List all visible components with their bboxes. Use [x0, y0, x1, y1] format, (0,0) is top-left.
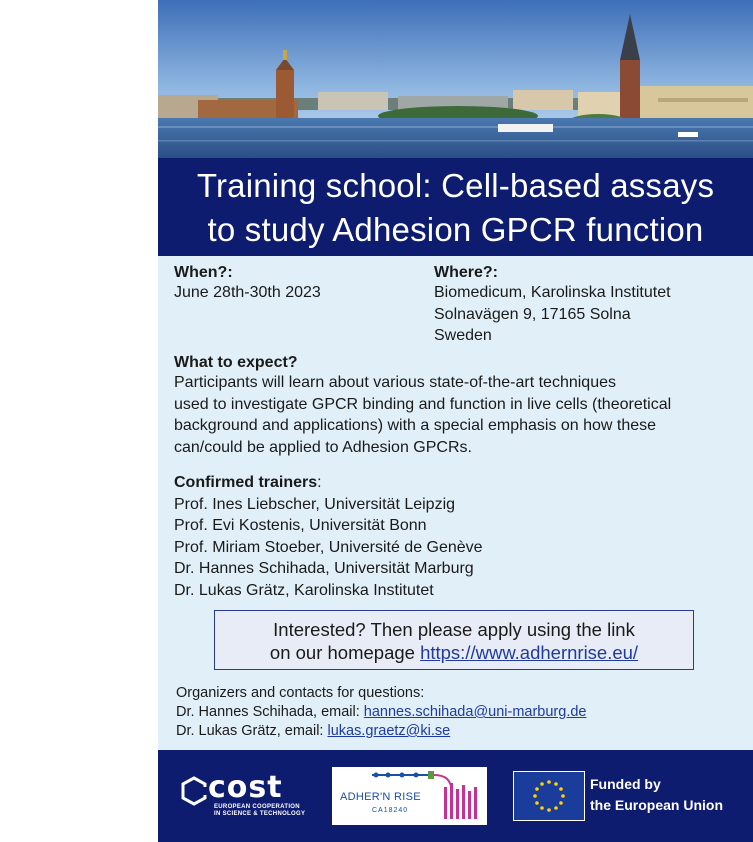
cost-subtitle [214, 804, 305, 818]
cost-sub-line-2: IN SCIENCE & TECHNOLOGY [214, 811, 306, 817]
trainer-item: Dr. Lukas Grätz, Karolinska Institutet [174, 581, 434, 599]
expect-line: background and applications) with a special emphasis on how these [174, 417, 657, 434]
where-line-3: Sweden [434, 327, 492, 344]
adhernrise-code: CA18240 [372, 807, 409, 814]
homepage-link[interactable]: https://www.adhernrise.eu/ [420, 642, 639, 663]
contact-1-email-link[interactable]: hannes.schihada@uni-marburg.de [363, 704, 587, 720]
eu-flag-icon [513, 771, 585, 821]
where-line-1: Biomedicum, Karolinska Institutet [434, 284, 671, 301]
trainer-item: Prof. Ines Liebscher, Universität Leipzig [174, 495, 456, 513]
stockholm-skyline-photo [158, 0, 753, 158]
cost-logo [180, 772, 310, 822]
apply-callout-box [214, 610, 694, 670]
cost-wordmark: cost [208, 770, 283, 805]
expect-label: What to expect? [174, 354, 298, 371]
eu-funding-text [590, 774, 723, 816]
trainer-item: Prof. Miriam Stoeber, Université de Genève [174, 538, 483, 556]
trainer-list [174, 494, 734, 602]
adhernrise-logo [332, 767, 487, 825]
contact-row-2 [176, 722, 736, 741]
expect-section [174, 354, 748, 458]
expect-line: can/could be applied to Adhesion GPCRs. [174, 438, 472, 456]
contact-2-email-link[interactable]: lukas.graetz@ki.se [327, 723, 451, 739]
contact-row-1 [176, 703, 736, 722]
cta-line-2 [215, 641, 693, 664]
cta-prefix: on our homepage [269, 642, 421, 663]
cta-line-1: Interested? Then please apply using the link [273, 619, 635, 640]
title-banner [158, 158, 753, 256]
cost-sub-line-1: EUROPEAN COOPERATION [214, 804, 300, 810]
trainers-colon: : [317, 474, 322, 491]
contact-1-name: Dr. Hannes Schihada, email: [176, 704, 364, 720]
title-line-1: Training school: Cell-based assays [196, 167, 715, 204]
eu-line-1: Funded by [590, 776, 661, 792]
where-label: Where?: [434, 264, 498, 281]
where-section [434, 264, 744, 347]
cost-hexagon-icon [180, 776, 208, 806]
expect-line: Participants will learn about various state-of-the-art techniques [174, 374, 616, 391]
flyer-page [158, 0, 753, 842]
where-line-2: Solnavägen 9, 17165 Solna [434, 305, 631, 323]
when-date: June 28th-30th 2023 [174, 284, 321, 301]
trainers-section [174, 472, 734, 601]
eu-line-2: the European Union [590, 797, 723, 813]
contacts-section [176, 684, 736, 741]
when-label: When?: [174, 264, 233, 281]
contacts-heading: Organizers and contacts for questions: [176, 685, 425, 701]
title-line-2: to study Adhesion GPCR function [207, 211, 704, 248]
trainer-item: Dr. Hannes Schihada, Universität Marburg [174, 560, 474, 577]
expect-line: used to investigate GPCR binding and function in live cells (theoretical [174, 395, 672, 413]
when-section [174, 264, 414, 304]
footer-band [158, 750, 753, 842]
trainers-heading [174, 472, 734, 494]
trainers-label: Confirmed trainers [174, 474, 318, 491]
adhernrise-wordmark: ADHER'N RISE [340, 791, 421, 803]
contact-2-name: Dr. Lukas Grätz, email: [176, 723, 328, 739]
trainer-item: Prof. Evi Kostenis, Universität Bonn [174, 517, 427, 534]
